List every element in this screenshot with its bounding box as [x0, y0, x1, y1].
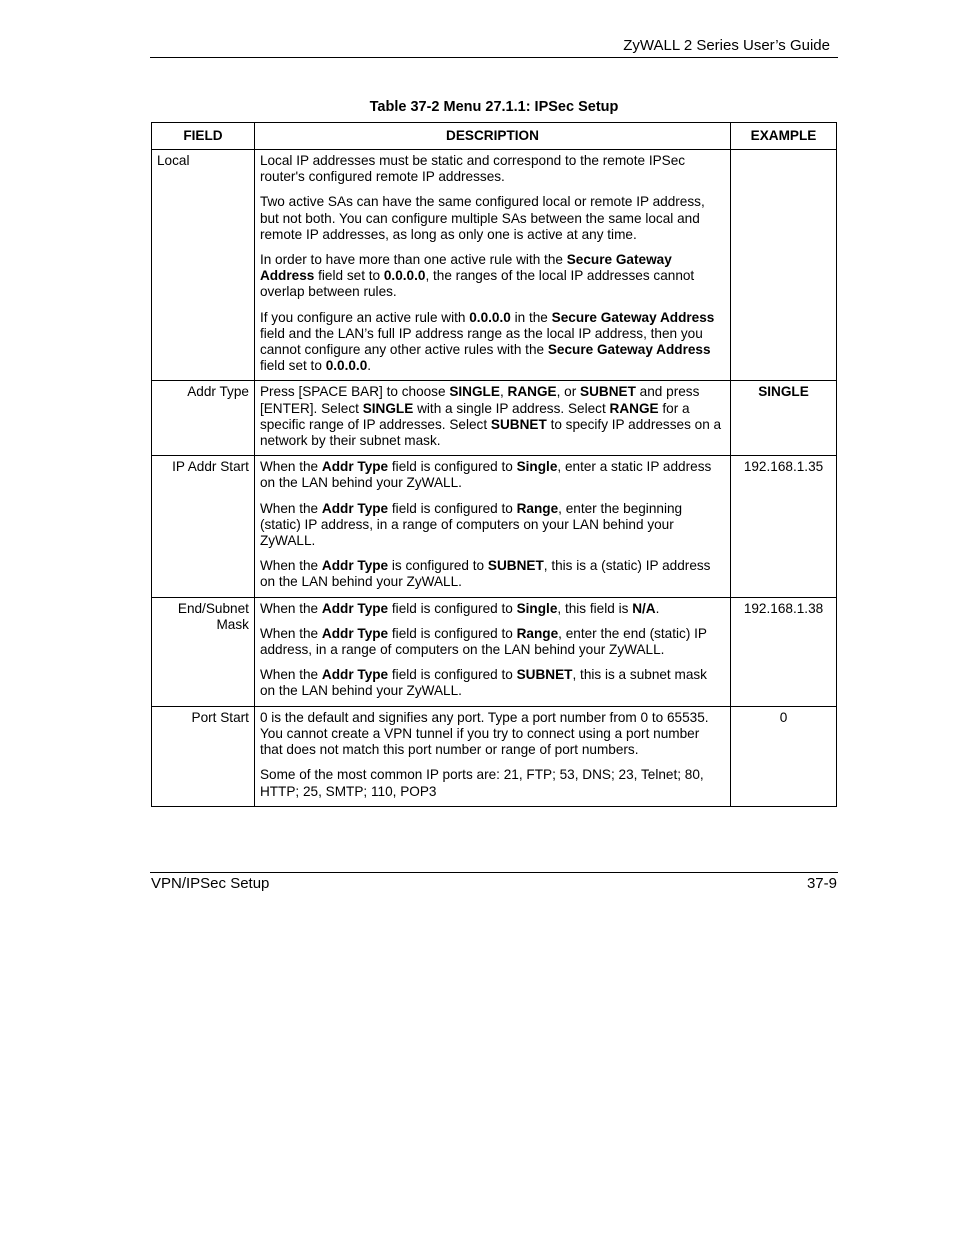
bold-term: SINGLE	[362, 400, 414, 416]
header-rule	[150, 57, 838, 58]
field-cell: Local	[152, 150, 255, 381]
description-paragraph: When the Addr Type field is configured to SUBNET, this is a subnet mask on the LAN behind your ZyWALL.	[259, 667, 707, 699]
description-cell	[254, 706, 730, 806]
example-cell	[731, 150, 837, 381]
example-cell: 192.168.1.35	[731, 456, 837, 597]
table-row-end-subnet-mask	[152, 597, 837, 706]
field-cell: Port Start	[152, 706, 255, 806]
footer-rule	[150, 872, 838, 873]
column-header-description: DESCRIPTION	[254, 123, 730, 150]
footer-section: VPN/IPSec Setup	[151, 875, 270, 892]
description-paragraph: Local IP addresses must be static and correspond to the remote IPSec router's configured remote IP addresses.	[259, 153, 686, 185]
description-paragraph: Press [SPACE BAR] to choose SINGLE, RANGE, or SUBNET and press [ENTER]. Select SINGLE with a single IP address. Select RANGE for a specific range of IP addresses. Select SUBNET to specify IP addresses on a network by their subnet mask.	[259, 384, 722, 449]
description-paragraph: Two active SAs can have the same configured local or remote IP address, but not both. You can configure multiple SAs between the same local and remote IP addresses, as long as only one is active at any time.	[259, 194, 705, 242]
bold-term: 0.0.0.0	[383, 268, 426, 284]
ipsec-setup-table	[151, 122, 837, 807]
bold-term: Range	[516, 500, 559, 516]
description-paragraph: When the Addr Type field is configured to Single, this field is N/A.	[259, 600, 660, 616]
description-paragraph: If you configure an active rule with 0.0.0.0 in the Secure Gateway Address field and the LAN’s full IP address range as the local IP address, then you cannot configure any other active rules with the Secure Gateway Address field set to 0.0.0.0.	[259, 309, 715, 374]
bold-term: RANGE	[507, 384, 557, 400]
bold-term: Secure Gateway Address	[259, 252, 672, 284]
description-paragraph: When the Addr Type field is configured to Range, enter the beginning (static) IP address, in a range of computers on your LAN behind your ZyWALL.	[259, 500, 683, 549]
table-row-port-start	[152, 706, 837, 806]
column-header-field: FIELD	[152, 123, 255, 150]
description-cell	[254, 597, 730, 706]
description-paragraph: When the Addr Type field is configured to Single, enter a static IP address on the LAN behind your ZyWALL.	[259, 459, 712, 491]
bold-term: Addr Type	[321, 625, 389, 641]
bold-term: Secure Gateway Address	[551, 309, 715, 325]
description-cell	[254, 150, 730, 381]
table-header-row	[152, 123, 837, 150]
bold-term: Addr Type	[321, 558, 389, 574]
bold-term: Single	[516, 600, 558, 616]
table-row-local	[152, 150, 837, 381]
field-cell: Addr Type	[152, 381, 255, 456]
bold-term: N/A	[632, 600, 656, 616]
bold-term: 0.0.0.0	[469, 309, 511, 325]
bold-term: Addr Type	[321, 500, 389, 516]
example-cell: 192.168.1.38	[731, 597, 837, 706]
bold-term: SUBNET	[516, 667, 573, 683]
example-cell: SINGLE	[731, 381, 837, 456]
bold-term: Secure Gateway Address	[547, 342, 711, 358]
bold-term: Range	[516, 625, 559, 641]
bold-term: Addr Type	[321, 600, 389, 616]
bold-term: SUBNET	[580, 384, 636, 400]
field-cell: IP Addr Start	[152, 456, 255, 597]
description-paragraph: In order to have more than one active rule with the Secure Gateway Address field set to 0.0.0.0, the ranges of the local IP addresses cannot overlap between rules.	[259, 252, 695, 300]
description-paragraph: When the Addr Type field is configured to Range, enter the end (static) IP address, in a range of computers on the LAN behind your ZyWALL.	[259, 625, 707, 658]
footer-page-number: 37-9	[806, 875, 837, 892]
example-cell: 0	[731, 706, 837, 806]
description-paragraph: When the Addr Type is configured to SUBNET, this is a (static) IP address on the LAN behind your ZyWALL.	[259, 558, 711, 590]
field-cell: End/Subnet Mask	[152, 597, 255, 706]
bold-term: SUBNET	[487, 558, 544, 574]
table-row-addr-type	[152, 381, 837, 456]
bold-term: Single	[516, 459, 558, 475]
column-header-example: EXAMPLE	[731, 123, 837, 150]
description-paragraph: Some of the most common IP ports are: 21, FTP; 53, DNS; 23, Telnet; 80, HTTP; 25, SMTP; 110, POP3	[259, 767, 704, 799]
table-row-ip-addr-start	[152, 456, 837, 597]
bold-term: SINGLE	[449, 384, 500, 400]
bold-term: RANGE	[609, 400, 659, 416]
header-title: ZyWALL 2 Series User’s Guide	[623, 37, 830, 54]
bold-term: Addr Type	[321, 667, 389, 683]
bold-term: 0.0.0.0	[325, 358, 368, 374]
bold-term: SUBNET	[490, 416, 547, 432]
table-caption: Table 37-2 Menu 27.1.1: IPSec Setup	[369, 99, 619, 115]
description-cell	[254, 381, 730, 456]
description-cell	[254, 456, 730, 597]
description-paragraph: 0 is the default and signifies any port. Type a port number from 0 to 65535. You cannot create a VPN tunnel if you try to connect using a port number that does not match this port number or range of port numbers.	[259, 709, 709, 758]
bold-term: Addr Type	[321, 459, 389, 475]
